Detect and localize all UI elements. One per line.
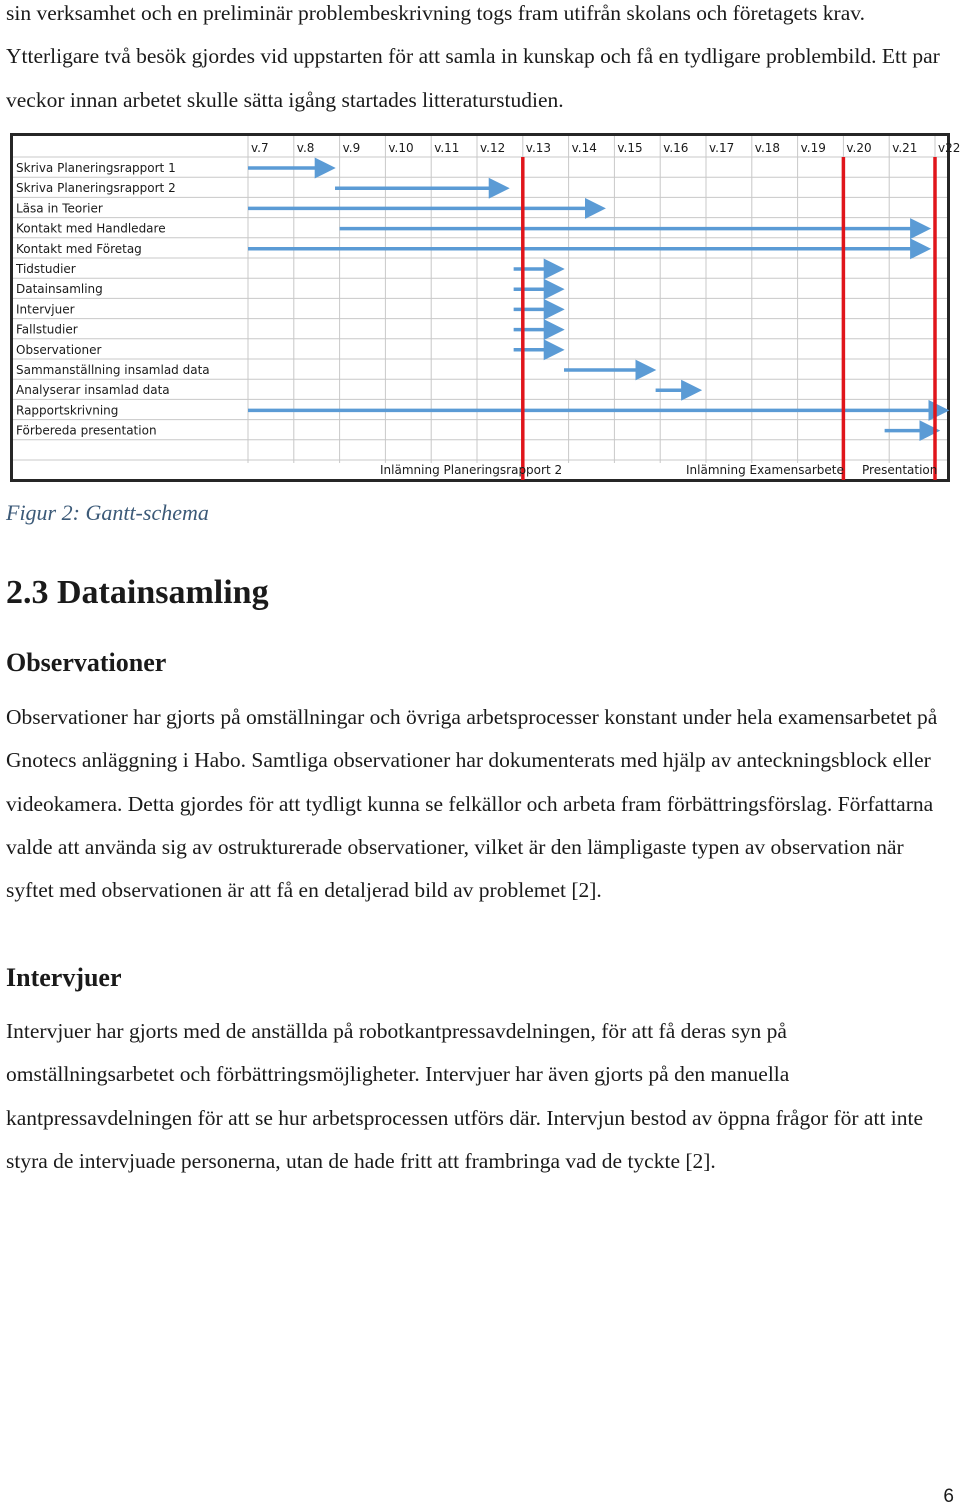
observationer-heading: Observationer	[6, 648, 167, 677]
gantt-task-label: Skriva Planeringsrapport 1	[16, 161, 176, 175]
gantt-task-label: Fallstudier	[16, 322, 78, 337]
page-number: 6	[943, 1486, 954, 1507]
gantt-week-label: v.21	[892, 141, 918, 155]
gantt-week-label: v22	[938, 141, 960, 155]
gantt-milestone-label: Presentation	[862, 463, 938, 477]
figure-caption: Figur 2: Gantt-schema	[6, 500, 209, 525]
gantt-week-label: v.7	[251, 141, 269, 155]
gantt-milestone-label: Inlämning Examensarbete	[686, 463, 844, 477]
gantt-milestone-label: Inlämning Planeringsrapport 2	[380, 463, 563, 477]
gantt-week-label: v.14	[571, 141, 597, 155]
gantt-task-label: Sammanställning insamlad data	[16, 363, 210, 377]
intervjuer-paragraph: Intervjuer har gjorts med de anställda på robotkantpressavdelningen, för att få deras syn på omställningsarbetet och förbättringsmöjligheter. Intervjuer har även gjorts på den manuella kantpressavdelningen för att se hur arbetsprocessen utförs där. Intervjun bestod av öppna frågor för att inte styra de intervjuade personerna, utan de hade fritt att frambringa vad de tyckte [2].	[6, 1019, 924, 1173]
gantt-task-label: Intervjuer	[16, 302, 75, 317]
gantt-chart	[10, 133, 960, 483]
gantt-week-label: v.13	[525, 141, 552, 155]
intervjuer-heading: Intervjuer	[6, 963, 122, 992]
gantt-week-label: v.10	[388, 141, 414, 155]
gantt-task-label: Läsa in Teorier	[16, 201, 103, 216]
gantt-week-label: v.17	[709, 141, 735, 155]
gantt-task-label: Förbereda presentation	[16, 423, 157, 438]
gantt-week-label: v.19	[800, 141, 826, 155]
intro-paragraph: sin verksamhet och en preliminär problembeskrivning togs fram utifrån skolans och företagets krav. Ytterligare två besök gjordes vid uppstarten för att samla in kunskap och få en tydligare problembild. Ett par veckor innan arbetet skulle sätta igång startades litteraturstudien.	[6, 1, 940, 112]
gantt-task-label: Tidstudier	[16, 262, 76, 276]
section-title: 2.3 Datainsamling	[6, 574, 269, 611]
gantt-week-label: v.18	[754, 141, 781, 155]
gantt-week-label: v.16	[663, 141, 689, 155]
gantt-task-label: Datainsamling	[16, 282, 103, 297]
gantt-task-label: Skriva Planeringsrapport 2	[16, 181, 176, 196]
gantt-week-label: v.9	[342, 141, 361, 155]
gantt-week-label: v.11	[434, 141, 460, 155]
gantt-week-label: v.20	[846, 141, 872, 155]
gantt-week-label: v.15	[617, 141, 643, 155]
observationer-paragraph: Observationer har gjorts på omställningar och övriga arbetsprocesser konstant under hela examensarbetet på Gnotecs anläggning i Habo. Samtliga observationer har dokumenterats med hjälp av anteckningsblock eller videokamera. Detta gjordes för att tydligt kunna se felkällor och arbeta fram förbättringsförslag. Författarna valde att använda sig av ostrukturerade observationer, vilket är den lämpligaste typen av observation när syftet med observationen är att få en detaljerad bild av problemet [2].	[6, 705, 938, 903]
gantt-week-label: v.12	[480, 141, 506, 155]
gantt-task-label: Kontakt med Företag	[16, 241, 142, 256]
gantt-week-label: v.8	[296, 141, 315, 155]
gantt-task-label: Kontakt med Handledare	[16, 221, 166, 236]
gantt-task-label: Analyserar insamlad data	[16, 383, 170, 398]
gantt-task-label: Observationer	[16, 342, 102, 357]
gantt-task-label: Rapportskrivning	[16, 403, 119, 418]
